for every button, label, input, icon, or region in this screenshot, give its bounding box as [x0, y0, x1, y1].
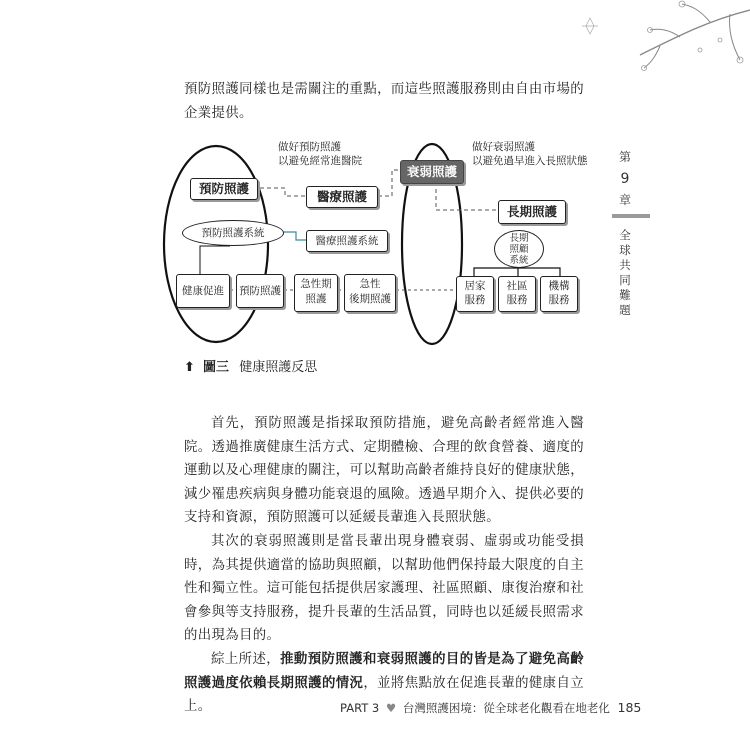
- arrow-up-icon: ⬆: [184, 360, 195, 375]
- heart-icon: ♥: [385, 701, 397, 715]
- figure-caption: [184, 356, 317, 375]
- medical-care-box: 醫療照護: [306, 186, 378, 208]
- intro-text: 預防照護同樣也是需關注的重點，而這些照護服務則由自由市場的企業提供。: [184, 82, 584, 121]
- institution-service-box: 機構 服務: [540, 276, 578, 312]
- health-promotion-box: 健康促進: [176, 274, 230, 308]
- page-number: 185: [617, 700, 642, 715]
- paragraph-2: 其次的衰弱照護則是當長輩出現身體衰弱、虛弱或功能受損時，為其提供適當的協助與照顧，以幫助他們保持最大限度的自主性和獨立性。這可能包括提供居家護理、社區照顧、康復治療和社會參與等支持服務，提升長輩的生活品質，同時也以延緩長照需求的出現為目的。: [184, 533, 584, 644]
- chapter-title: 全 球 共 同 難 題: [619, 228, 631, 317]
- branch-illustration: [560, 0, 750, 80]
- note-frailty: 做好衰弱照護 以避免過早進入長照狀態: [472, 141, 588, 167]
- paragraph-1: 首先，預防照護是指採取預防措施，避免高齡者經常進入醫院。透過推廣健康生活方式、定期體檢、合理的飲食營養、適度的運動以及心理健康的關注，可以幫助高齡者維持良好的健康狀態，減少罹患疾病與身體功能衰退的風險。透過早期介入、提供必要的支持和資源，預防照護可以延緩長輩進入長照狀態。: [184, 416, 584, 526]
- intro-paragraph: [184, 78, 584, 125]
- footer-title: 台灣照護困境：從全球老化觀看在地老化: [402, 701, 610, 715]
- note-preventive: 做好預防照護 以避免經常進醫院: [278, 141, 362, 167]
- home-service-box: 居家 服務: [456, 276, 494, 312]
- figure-label: 圖三: [203, 360, 230, 375]
- chapter-number: 9: [620, 171, 630, 187]
- post-acute-care-box: 急性 後期照護: [344, 274, 396, 312]
- preventive-care-box: 預防照護: [190, 178, 258, 200]
- chapter-label-bottom: 章: [618, 193, 631, 207]
- page-footer: [340, 700, 641, 716]
- frailty-care-box: 衰弱照護: [400, 160, 464, 184]
- figure-caption-text: 健康照護反思: [239, 360, 318, 375]
- prevention-item-box: 預防照護: [236, 274, 284, 308]
- paragraph-3-bold: 推動預防照護和衰弱照護的目的皆是為了避免高齡照護過度依賴長期照護的情況: [184, 651, 585, 691]
- acute-care-box: 急性期 照護: [294, 274, 338, 312]
- medical-system-box: 醫療照護系統: [306, 230, 388, 252]
- paragraph-3-suffix: ，並將焦點放在促進長輩的健康自立上。: [184, 675, 584, 715]
- chapter-label-top: 第: [618, 150, 631, 164]
- health-care-diagram: [160, 136, 590, 346]
- paragraph-3-prefix: 綜上所述，: [211, 651, 281, 667]
- chapter-divider-bar: [612, 214, 650, 218]
- community-service-box: 社區 服務: [498, 276, 536, 312]
- footer-part: PART 3: [340, 701, 380, 715]
- long-term-care-box: 長期照護: [498, 200, 566, 224]
- preventive-system-oval: 預防照護系統: [182, 220, 284, 246]
- body-text: [184, 412, 584, 719]
- ltc-system-oval: 長期 照顧 系統: [494, 230, 544, 268]
